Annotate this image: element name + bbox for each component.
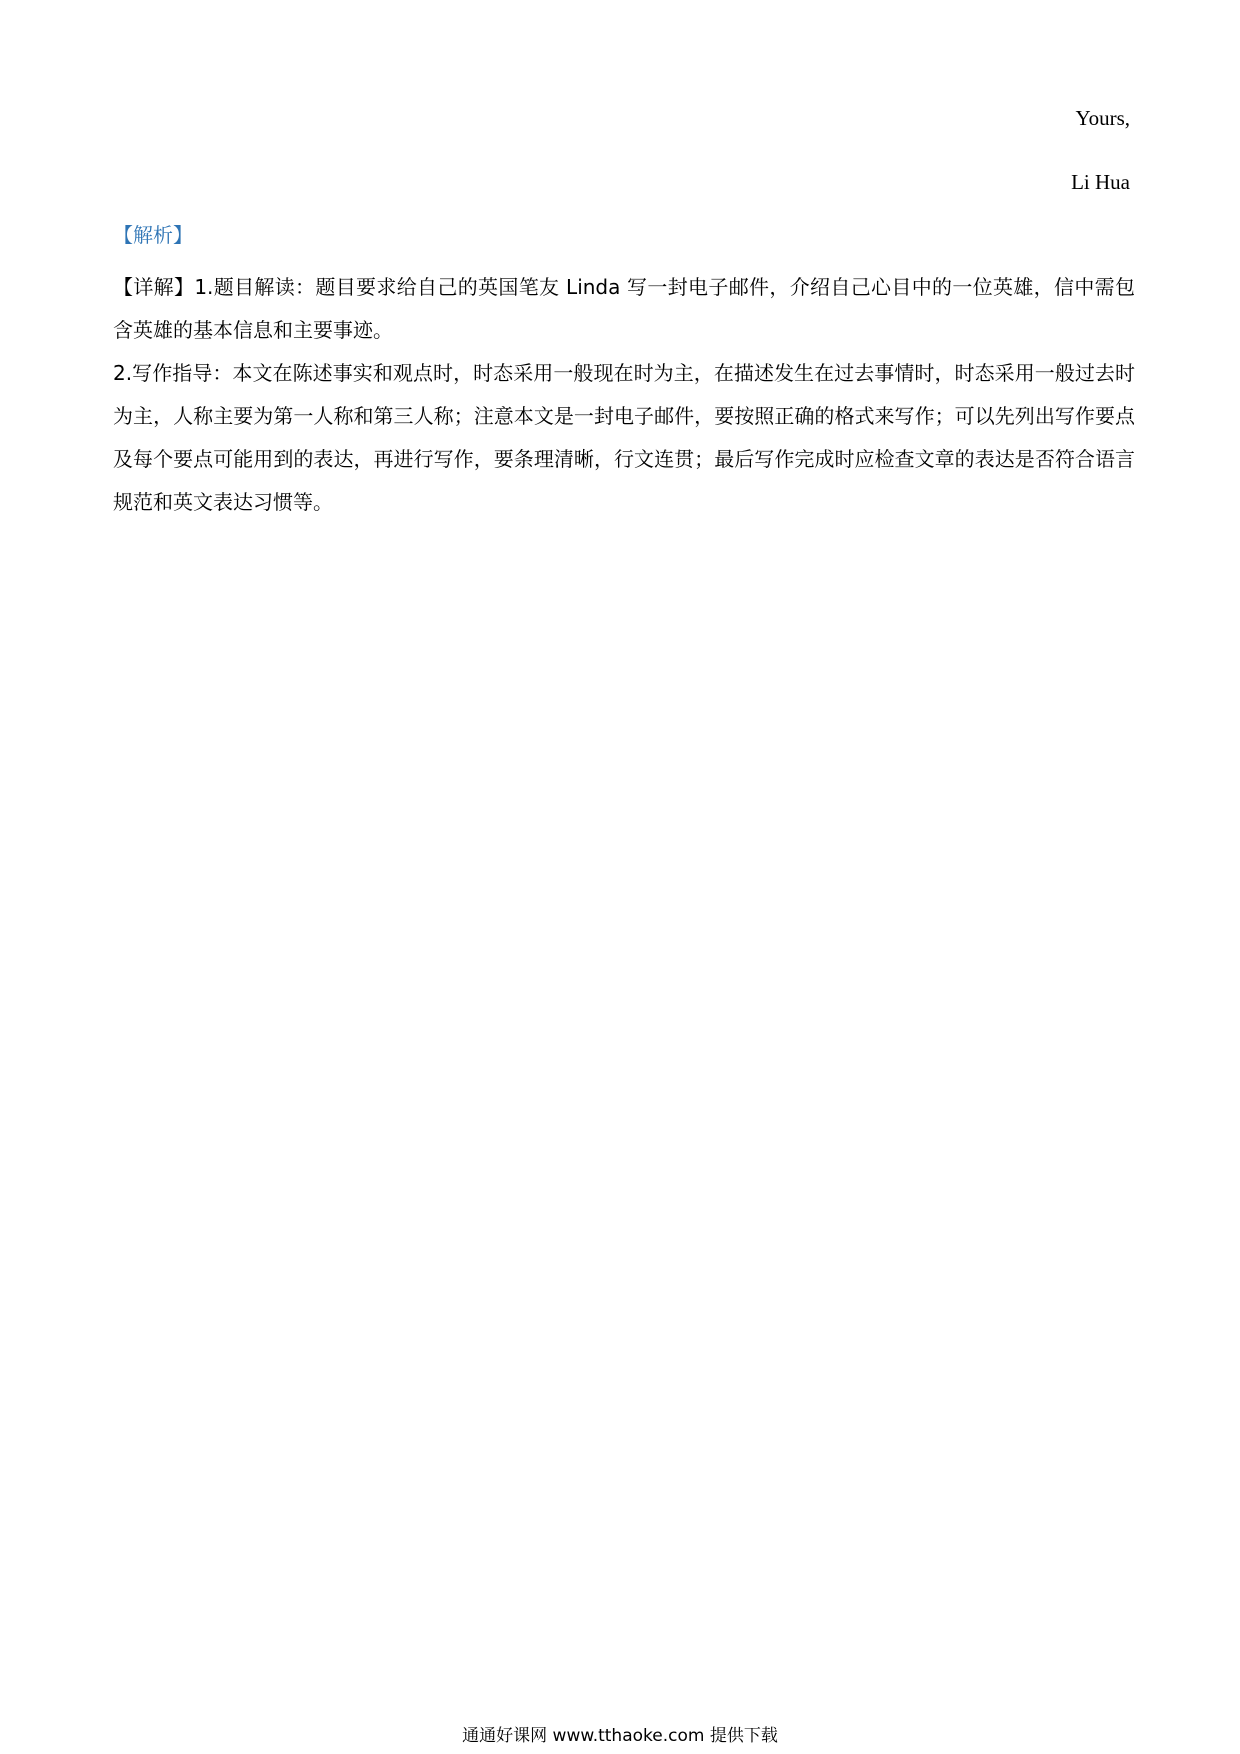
letter-signature: Li Hua <box>1071 170 1130 194</box>
analysis-heading: 【解析】 <box>113 223 193 247</box>
analysis-paragraph-guidance: 2.写作指导：本文在陈述事实和观点时，时态采用一般现在时为主，在描述发生在过去事情时，时态采用一般过去时为主，人称主要为第一人称和第三人称；注意本文是一封电子邮件，要按照正确的格式来写作；可以先列出写作要点及每个要点可能用到的表达，再进行写作，要条理清晰，行文连贯；最后写作完成时应检查文章的表达是否符合语言规范和英文表达习惯等。 <box>113 361 1135 514</box>
analysis-paragraph-detail: 【详解】1.题目解读：题目要求给自己的英国笔友 Linda 写一封电子邮件，介绍自己心目中的一位英雄，信中需包含英雄的基本信息和主要事迹。 <box>113 275 1135 342</box>
analysis-body <box>113 266 1135 524</box>
page-footer: 通通好课网 www.tthaoke.com 提供下载 <box>462 1726 778 1746</box>
letter-closing: Yours, <box>1075 106 1130 130</box>
